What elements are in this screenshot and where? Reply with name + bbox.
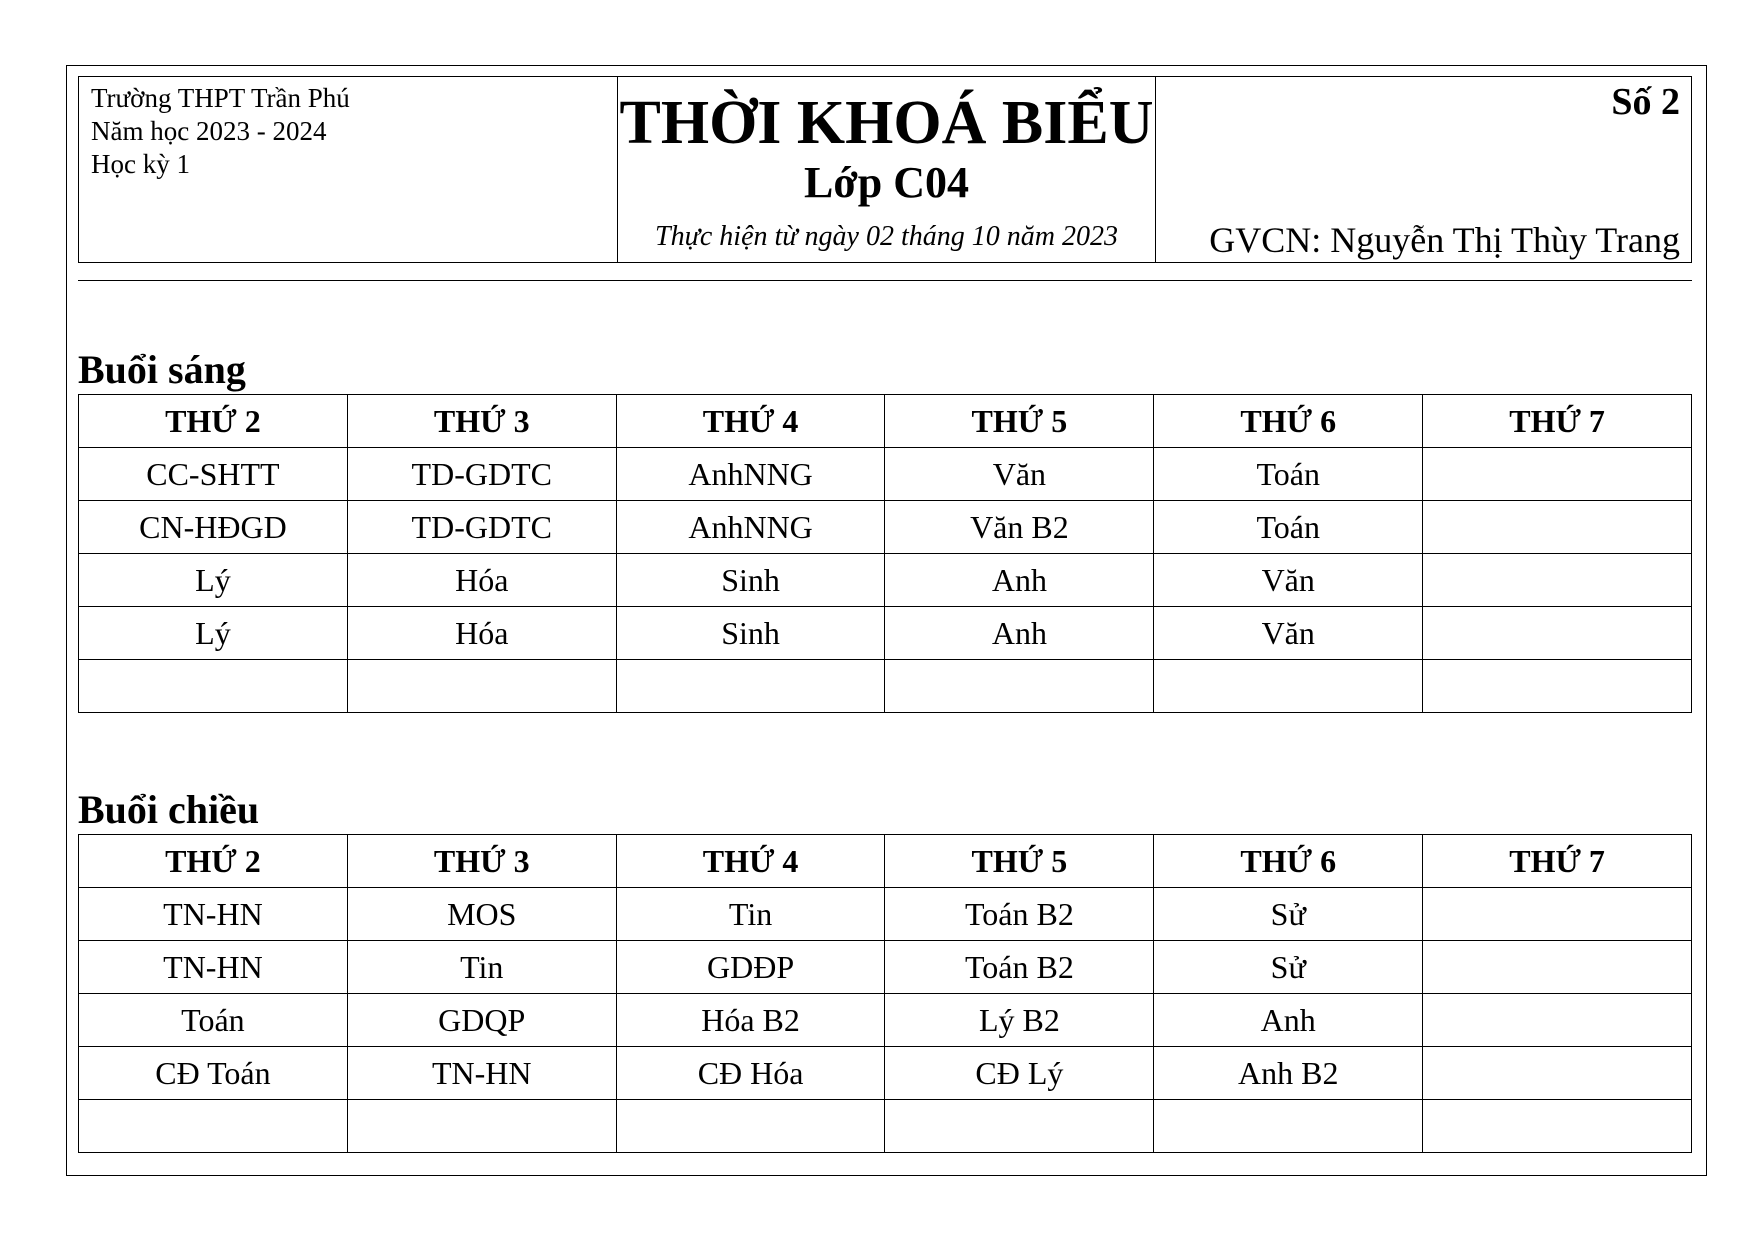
subject-cell: TN-HN [79,941,348,994]
subject-cell: Anh [1154,994,1423,1047]
subject-cell: Văn [1154,554,1423,607]
subject-cell [616,660,885,713]
subject-cell [885,1100,1154,1153]
subject-cell: Văn B2 [885,501,1154,554]
title-block [618,77,1156,262]
subject-cell: Tin [616,888,885,941]
subject-cell: GDĐP [616,941,885,994]
school-info [79,77,618,262]
subject-cell: CĐ Hóa [616,1047,885,1100]
subject-cell: AnhNNG [616,448,885,501]
subject-cell: GDQP [347,994,616,1047]
effective-date: Thực hiện từ ngày 02 tháng 10 năm 2023 [655,221,1118,252]
document-info [1156,77,1691,262]
subject-cell: Toán B2 [885,888,1154,941]
subject-cell [885,660,1154,713]
day-header: THỨ 2 [79,835,348,888]
day-header: THỨ 5 [885,395,1154,448]
school-name: Trường THPT Trần Phú [91,83,350,113]
subject-cell: Anh [885,607,1154,660]
homeroom-teacher: GVCN: Nguyễn Thị Thùy Trang [1209,220,1680,260]
day-header: THỨ 4 [616,395,885,448]
school-year: Năm học 2023 - 2024 [91,116,327,146]
subject-cell: Anh [885,554,1154,607]
period-row [79,448,1692,501]
subject-cell: Sinh [616,554,885,607]
subject-cell [347,660,616,713]
day-header-row [79,835,1692,888]
timetable-header [78,76,1692,263]
subject-cell [79,660,348,713]
morning-session-title: Buổi sáng [78,347,246,392]
day-header: THỨ 3 [347,835,616,888]
subject-cell: CC-SHTT [79,448,348,501]
subject-cell: CN-HĐGD [79,501,348,554]
subject-cell: Anh B2 [1154,1047,1423,1100]
day-header: THỨ 6 [1154,835,1423,888]
afternoon-session-title: Buổi chiều [78,787,260,832]
day-header: THỨ 2 [79,395,348,448]
subject-cell: Toán [1154,501,1423,554]
semester: Học kỳ 1 [91,149,190,179]
subject-cell: TD-GDTC [347,501,616,554]
period-row [79,607,1692,660]
period-row [79,888,1692,941]
subject-cell: Toán [79,994,348,1047]
afternoon-timetable [78,834,1692,1153]
subject-cell: Lý [79,554,348,607]
subject-cell: Hóa [347,607,616,660]
subject-cell [616,1100,885,1153]
period-row [79,660,1692,713]
subject-cell: Văn [885,448,1154,501]
day-header: THỨ 5 [885,835,1154,888]
subject-cell: Văn [1154,607,1423,660]
subject-cell: Toán B2 [885,941,1154,994]
subject-cell [1154,660,1423,713]
subject-cell: Sinh [616,607,885,660]
subject-cell: Sử [1154,888,1423,941]
morning-timetable [78,394,1692,713]
subject-cell: Sử [1154,941,1423,994]
day-header: THỨ 4 [616,835,885,888]
day-header-row [79,395,1692,448]
period-row [79,994,1692,1047]
header-divider [78,280,1692,281]
subject-cell: MOS [347,888,616,941]
period-row [79,1100,1692,1153]
subject-cell [1423,660,1692,713]
subject-cell [1423,607,1692,660]
subject-cell: TN-HN [347,1047,616,1100]
subject-cell [1423,501,1692,554]
day-header: THỨ 7 [1423,395,1692,448]
subject-cell: TD-GDTC [347,448,616,501]
subject-cell: TN-HN [79,888,348,941]
subject-cell [1423,448,1692,501]
class-name: Lớp C04 [804,158,969,207]
subject-cell: CĐ Lý [885,1047,1154,1100]
subject-cell: Tin [347,941,616,994]
subject-cell: Lý B2 [885,994,1154,1047]
subject-cell: Toán [1154,448,1423,501]
subject-cell [1423,1047,1692,1100]
subject-cell: Lý [79,607,348,660]
subject-cell [1423,941,1692,994]
period-row [79,941,1692,994]
subject-cell: Hóa [347,554,616,607]
period-row [79,501,1692,554]
subject-cell: CĐ Toán [79,1047,348,1100]
page-title: THỜI KHOÁ BIỂU [619,89,1154,157]
period-row [79,554,1692,607]
period-row [79,1047,1692,1100]
subject-cell [1423,888,1692,941]
subject-cell [1423,1100,1692,1153]
subject-cell [1423,554,1692,607]
subject-cell [1154,1100,1423,1153]
day-header: THỨ 3 [347,395,616,448]
document-number: Số 2 [1611,81,1680,123]
subject-cell: AnhNNG [616,501,885,554]
subject-cell [79,1100,348,1153]
day-header: THỨ 7 [1423,835,1692,888]
subject-cell [1423,994,1692,1047]
subject-cell [347,1100,616,1153]
day-header: THỨ 6 [1154,395,1423,448]
subject-cell: Hóa B2 [616,994,885,1047]
